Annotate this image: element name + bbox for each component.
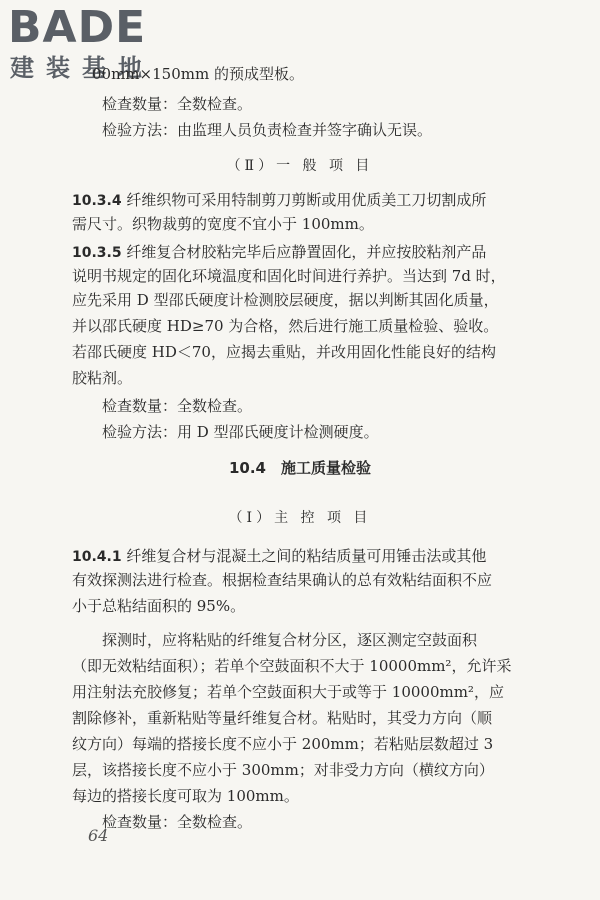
text-line: 有效探测法进行检查。根据检查结果确认的总有效粘结面积不应 <box>72 571 493 589</box>
text-line: 纹方向）每端的搭接长度不应小于 200mm；若粘贴层数超过 3 <box>72 735 494 753</box>
text-line: 检验方法：用 D 型邵氏硬度计检测硬度。 <box>102 423 379 441</box>
clause-number: 10.4.1 <box>72 549 122 565</box>
text-line: 每边的搭接长度可取为 100mm。 <box>72 787 299 805</box>
subsection-heading-general: （Ⅱ）一 般 项 目 <box>226 158 374 174</box>
clause-10-3-5 <box>72 242 486 263</box>
clause-10-3-4 <box>72 190 486 211</box>
text-line: 割除修补，重新粘贴等量纤维复合材。粘贴时，其受力方向（顺 <box>72 709 493 727</box>
clause-10-4-1 <box>72 546 486 567</box>
logo-sub-text: 建装基地 <box>10 54 154 82</box>
text-line: 应先采用 D 型邵氏硬度计检测胶层硬度，据以判断其固化质量， <box>72 291 499 309</box>
clause-number: 10.3.5 <box>72 245 122 261</box>
text-line: 检查数量：全数检查。 <box>102 813 253 831</box>
text-line: 00mm×150mm 的预成型板。 <box>92 65 304 83</box>
clause-number: 10.3.4 <box>72 193 122 209</box>
text-line: 层，该搭接长度不应小于 300mm；对非受力方向（横纹方向） <box>72 761 494 779</box>
text-line: 检查数量：全数检查。 <box>102 95 253 113</box>
section-heading-10-4: 10.4 施工质量检验 <box>228 459 371 477</box>
page-number: 64 <box>88 826 109 845</box>
text-line: （即无效粘结面积）；若单个空鼓面积不大于 10000mm²，允许采 <box>72 657 512 675</box>
text-line: 探测时，应将粘贴的纤维复合材分区，逐区测定空鼓面积 <box>102 631 478 649</box>
text-line: 小于总粘结面积的 95%。 <box>72 597 246 615</box>
text-line: 若邵氏硬度 HD＜70，应揭去重贴，并改用固化性能良好的结构 <box>72 343 496 361</box>
clause-text: 纤维复合材胶粘完毕后应静置固化，并应按胶粘剂产品 <box>126 243 487 261</box>
text-line: 说明书规定的固化环境温度和固化时间进行养护。当达到 7d 时， <box>72 267 506 285</box>
text-line: 胶粘剂。 <box>72 369 133 387</box>
clause-text: 纤维复合材与混凝土之间的粘结质量可用锤击法或其他 <box>126 547 487 565</box>
text-line: 并以邵氏硬度 HD≥70 为合格，然后进行施工质量检验、验收。 <box>72 317 499 335</box>
subsection-heading-main: （Ⅰ）主 控 项 目 <box>228 510 372 526</box>
clause-text: 纤维织物可采用特制剪刀剪断或用优质美工刀切割成所 <box>126 191 487 209</box>
text-line: 检查数量：全数检查。 <box>102 397 253 415</box>
logo-main-text: BADE <box>8 2 147 53</box>
text-line: 检验方法：由监理人员负责检查并签字确认无误。 <box>102 121 433 139</box>
text-line: 需尺寸。织物裁剪的宽度不宜小于 100mm。 <box>72 215 374 233</box>
text-line: 用注射法充胶修复；若单个空鼓面积大于或等于 10000mm²，应 <box>72 683 504 701</box>
